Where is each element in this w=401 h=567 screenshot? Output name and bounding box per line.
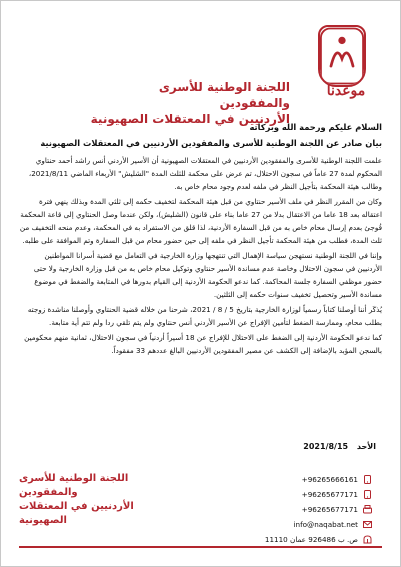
contact-fax <box>212 502 372 517</box>
greeting: السلام عليكم ورحمة الله وبركاته <box>249 122 382 132</box>
contact-mobile-2-text: +96265677171 <box>301 490 358 499</box>
header-title <box>90 79 290 127</box>
contact-email[interactable] <box>212 517 372 532</box>
date-value: 2021/8/15 <box>303 442 349 451</box>
contact-mobile-2 <box>212 487 372 502</box>
contact-email-text[interactable]: info@naqabat.net <box>293 520 358 529</box>
paragraph-2: وكان من المقرر النظر في ملف الأسير حنتاوي من قبل هيئة المحكمة لتخفيف حكمه إلى ثلثي المدة وبذلك ينهي فترة اعتقاله بعد 18 عاما من الاعتقال بدلا من 27 عاما بناء على قانون (الشليش)، ولكن عندما وصل الحنتاوي إلى قاعة المحكمة فُوجئ بعدم إرسال محام خاص به من قبل السفارة الأردنية، لذا قلق من الاستفراد به في المحكمة، وعدم منحه التخفيف من ثلث المدة، فطلب من هيئة المحكمة تأجيل النظر في ملفه إلى حين حضور محام من قبل السفارة وتم الموافقة على طلبه. <box>19 197 382 245</box>
mobile-phone-icon <box>363 490 372 499</box>
footer-organization <box>19 472 169 528</box>
mail-box-icon <box>363 535 372 544</box>
contact-mobile-1 <box>212 472 372 487</box>
contact-po-box <box>212 532 372 547</box>
footer-org-line-1: اللجنة الوطنية للأسرى والمفقودين <box>19 473 129 498</box>
organization-logo <box>306 19 386 97</box>
fax-icon <box>363 505 372 514</box>
letter-body <box>19 122 382 359</box>
paragraph-5: كما ندعو الحكومة الأردنية إلى الضغط على الاحتلال للإفراج عن 18 أسيراً أردنياً في سجون الاحتلال، ثمانية منهم محكومين بالسجن المؤبد بالإضافة إلى الكشف عن مصير المفقودين الأردنيين البالغ عددهم 33 مفقوداً. <box>24 333 382 355</box>
mobile-phone-icon <box>363 475 372 484</box>
contact-mobile-1-text: +96265666161 <box>301 475 358 484</box>
logo-wordmark: موعدنا <box>326 83 366 99</box>
logo-emblem-icon <box>318 25 366 87</box>
statement-subject: بيان صادر عن اللجنة الوطنية للأسرى والمفقودين الأردنيين في المعتقلات الصهيونية <box>40 138 382 148</box>
email-icon <box>363 520 372 529</box>
contact-po-box-text: ص. ب 926486 عمان 11110 <box>264 535 358 544</box>
paragraph-3: وإننا في اللجنة الوطنية نستهجن سياسة الإهمال التي تنتهجها وزارة الخارجية في التعامل مع قضية أسرانا المواطنين الأردنيين في سجون الاحتلال وخاصة عدم مساندة الأسير حنتاوي وتوكيل محام خاص به من قبل وزارة الخارجية ولا حتى حضور موظفي السفارة جلسة المحاكمة. كما ندعو الحكومة الأردنية إلى القيام بدورها في المتابعة والضغط في موضوع مساندة الأسير وتحصيل تخفيف سنوات حكمه إلى الثلثين. <box>33 251 382 299</box>
contact-list <box>212 472 372 547</box>
contact-fax-text: +96265677171 <box>301 505 358 514</box>
letter-date <box>303 442 376 451</box>
date-day-label: الأحد <box>356 442 376 451</box>
footer-org-line-2: الأردنيين في المعتقلات الصهيونية <box>19 501 134 526</box>
paragraph-1: علمت اللجنة الوطنية للأسرى والمفقودين الأردنيين في المعتقلات الصهيونية أن الأسير الأردني أنس راشد أحمد حنتاوي المحكوم لمدة 27 عاماً في سجون الاحتلال، تم عرض على محكمة للثلث المدة "الشليش" الأربعاء الماضي 2021/8/11، وطالب هيئة المحكمة بتأجيل النظر في ملفه لعدم وجود محام خاص به. <box>28 156 382 191</box>
header-title-line-1: اللجنة الوطنية للأسرى والمفقودين <box>158 80 290 110</box>
paragraph-4: يُذكَر أننا أوصلنا كتاباً رسمياً لوزارة الخارجية بتاريخ 5 / 8 / 2021، شرحنا من خلاله قضية الحنتاوي وأوصلنا مناشدة زوجته بطلب محام، وممارسة الضغط لتأمين الإفراج عن الأسير الأردني أنس حنتاوي ولم يتم تلقي ردا ولم تتم أية متابعة. <box>27 305 382 327</box>
header-title-line-2: الأردنيين في المعتقلات الصهيونية <box>90 112 290 126</box>
footer-divider <box>19 546 382 548</box>
